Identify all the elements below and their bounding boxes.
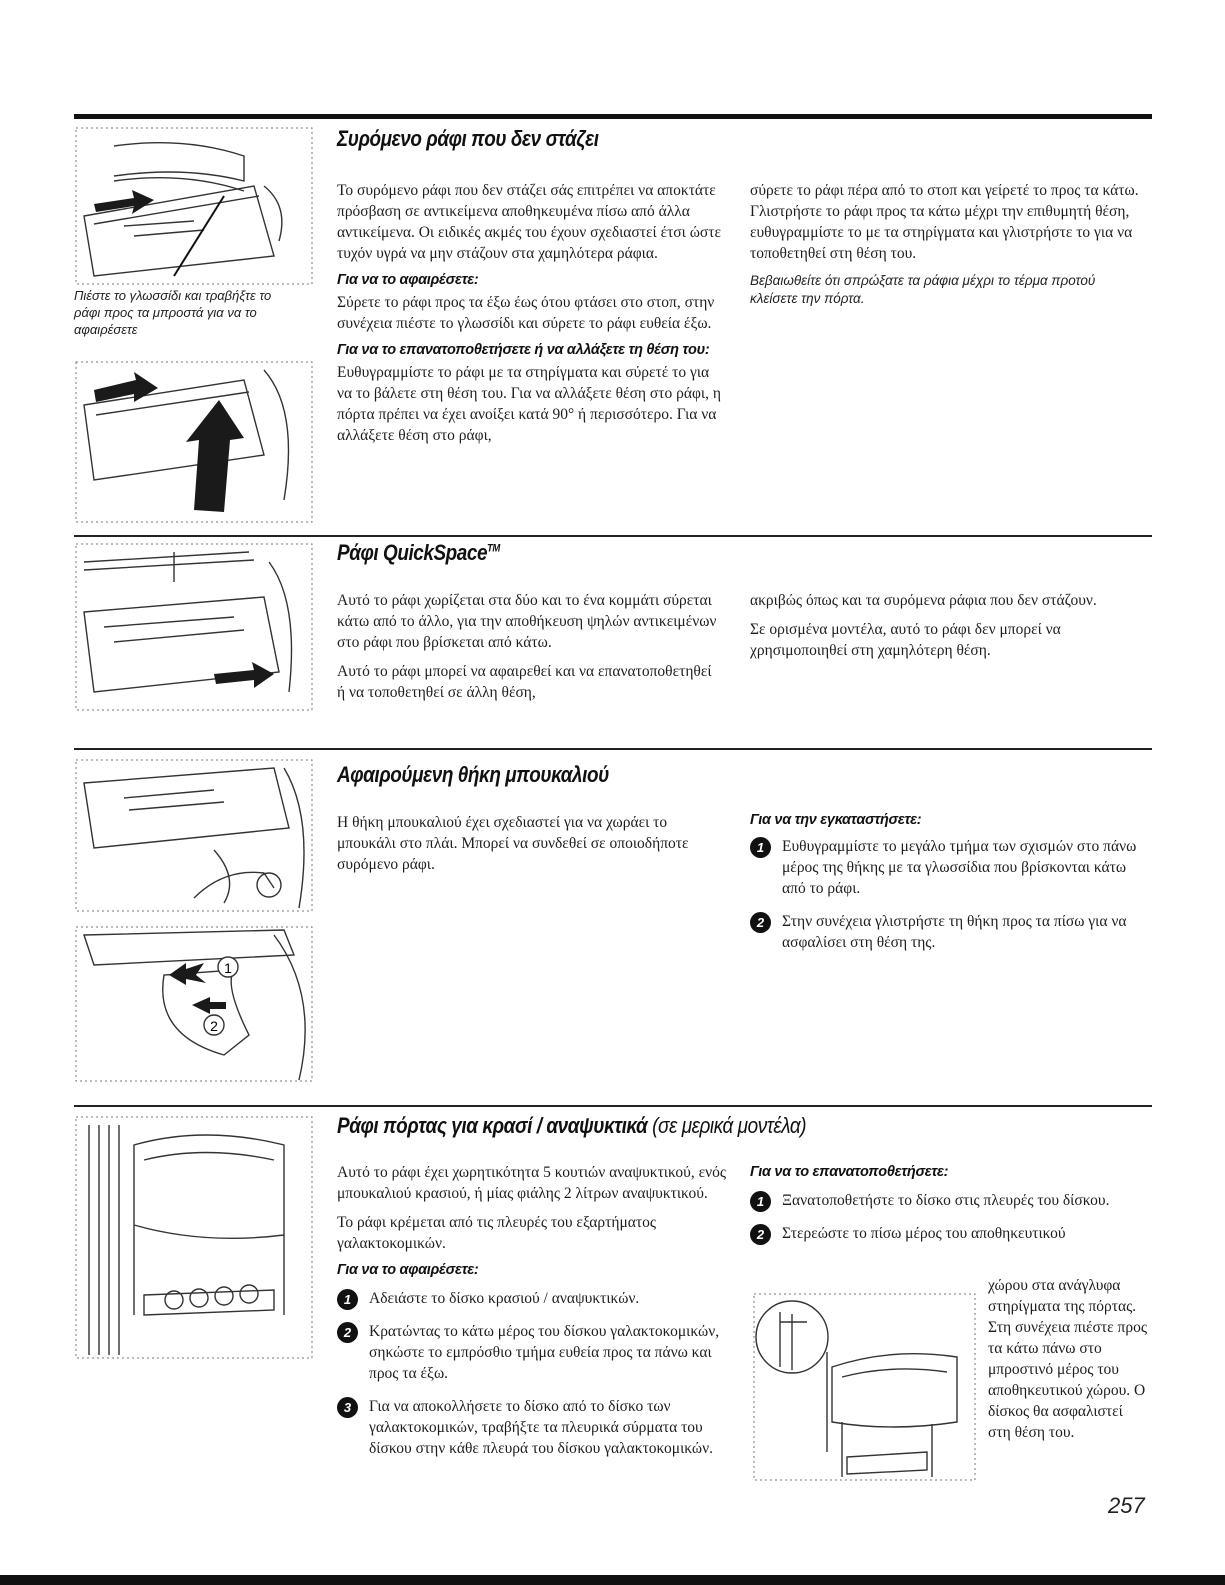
- step-text: Στερεώστε το πίσω μέρος του αποθηκευτικού: [782, 1225, 1066, 1242]
- instruction-step: [750, 911, 1145, 953]
- section-divider: [74, 535, 1152, 537]
- figure-caption: Πιέστε το γλωσσίδι και τραβήξτε το ράφι προς τα μπροστά για να το αφαιρέσετε: [74, 288, 272, 337]
- drip-shelf-pull-illustration: [74, 126, 314, 286]
- step-text: Ευθυγραμμίστε το μεγάλο τμήμα των σχισμών στο πάνω μέρος της θήκης με τα γλωσσίδια που βρίσκονται κάτω από το ράφι.: [782, 838, 1137, 897]
- step-number-badge: 1: [750, 1191, 771, 1212]
- instruction-step: [750, 1190, 1145, 1211]
- section-left-column: [337, 812, 722, 883]
- step-number-badge: 1: [337, 1289, 358, 1310]
- subheading: Για να το αφαιρέσετε:: [337, 1262, 479, 1278]
- instruction-step: [750, 1223, 1145, 1244]
- step-number-badge: 3: [337, 1397, 358, 1418]
- paragraph: Αυτό το ράφι έχει χωρητικότητα 5 κουτιών αναψυκτικού, ενός μπουκαλιού κρασιού, ή μίας φιάλης 2 λίτρων αναψυκτικού.: [337, 1164, 727, 1202]
- callout-label: 2: [210, 1018, 218, 1034]
- top-rule: [74, 114, 1152, 119]
- step-number-badge: 2: [750, 912, 771, 933]
- bottom-edge: [0, 1575, 1225, 1585]
- paragraph: Σε ορισμένα μοντέλα, αυτό το ράφι δεν μπορεί να χρησιμοποιηθεί στη χαμηλότερη θέση.: [750, 621, 1061, 659]
- bottle-holder-illustration: [74, 758, 314, 913]
- paragraph: Αυτό το ράφι χωρίζεται στα δύο και το ένα κομμάτι σύρεται κάτω από το άλλο, για την αποθήκευση ψηλών αντικειμένων στο ράφι που βρίσκεται από κάτω.: [337, 592, 717, 651]
- paragraph: Σύρετε το ράφι προς τα έξω έως ότου φτάσει στο στοπ, στην συνέχεια πιέστε το γλωσσίδι και σύρετε το ράφι ευθεία έξω.: [337, 294, 715, 332]
- instruction-step: [337, 1321, 727, 1384]
- section-title: Ράφι πόρτας για κρασί / αναψυκτικά (σε μερικά μοντέλα): [337, 1113, 807, 1138]
- step-number-badge: 2: [337, 1322, 358, 1343]
- section-divider: [74, 1105, 1152, 1107]
- step-text: Στην συνέχεια γλιστρήστε τη θήκη προς τα πίσω για να ασφαλίσει στη θέση της.: [782, 913, 1127, 951]
- paragraph: ακριβώς όπως και τα συρόμενα ράφια που δεν στάζουν.: [750, 592, 1097, 609]
- step-text: Ξανατοποθετήστε το δίσκο στις πλευρές του δίσκου.: [782, 1192, 1110, 1209]
- page-number: 257: [1108, 1493, 1145, 1518]
- step-number-badge: 2: [750, 1224, 771, 1245]
- subheading: Για να το επανατοποθετήσετε:: [750, 1164, 949, 1180]
- step-text: Κρατώντας το κάτω μέρος του δίσκου γαλακτοκομικών, σηκώστε το εμπρόσθιο τμήμα ευθεία προς τα πάνω και προς τα έξω.: [369, 1323, 720, 1382]
- paragraph: Ευθυγραμμίστε το ράφι με τα στηρίγματα και σύρετέ το για να το βάλετε στη θέση του. Για να αλλάξετε θέση στο ράφι, η πόρτα πρέπει να έχει ανοίξει κατά 90° ή περισσότερο. Για να αλλάξετε θέση στο ράφι,: [337, 364, 721, 444]
- instruction-step: [337, 1288, 727, 1309]
- section-left-column: [337, 1162, 727, 1471]
- instruction-step: [750, 836, 1145, 899]
- subheading: Για να το αφαιρέσετε:: [337, 272, 479, 288]
- drip-shelf-replace-illustration: [74, 360, 314, 525]
- step-text: Αδειάστε το δίσκο κρασιού / αναψυκτικών.: [369, 1290, 640, 1307]
- subheading: Για να την εγκαταστήσετε:: [750, 812, 922, 828]
- paragraph: Η θήκη μπουκαλιού έχει σχεδιαστεί για να χωράει το μπουκάλι στο πλάι. Μπορεί να συνδεθεί σε οποιοδήποτε συρόμενο ράφι.: [337, 814, 689, 873]
- note: Βεβαιωθείτε ότι σπρώξατε τα ράφια μέχρι το τέρμα προτού κλείσετε την πόρτα.: [750, 273, 1096, 306]
- section-title: Αφαιρούμενη θήκη μπουκαλιού: [337, 762, 609, 787]
- section-right-column: [750, 808, 1145, 965]
- quickspace-shelf-illustration: [74, 542, 314, 712]
- paragraph: σύρετε το ράφι πέρα από το στοπ και γείρετέ το προς τα κάτω. Γλιστρήστε το ράφι προς τα κάτω μέχρι την επιθυμητή θέση, ευθυγραμμίστε το με τα στηρίγματα και γλιστρήστε το για να τοποθετηθεί στη θέση του.: [750, 182, 1139, 262]
- bottle-holder-install-illustration: [74, 925, 314, 1083]
- step-text: Για να αποκολλήσετε το δίσκο από το δίσκο των γαλακτοκομικών, τραβήξτε τα πλευρικά σύρματα του δίσκου στην κάθε πλευρά του δίσκου γαλακτοκομικών.: [369, 1398, 714, 1457]
- subheading: Για να το επανατοποθετήσετε ή να αλλάξετε τη θέση του:: [337, 342, 710, 358]
- section-right-column: [750, 180, 1145, 308]
- section-title: Ράφι QuickSpace™: [337, 540, 500, 565]
- section-right-column: [750, 1160, 1145, 1244]
- paragraph: Το συρόμενο ράφι που δεν στάζει σάς επιτρέπει να αποκτάτε πρόσβαση σε αντικείμενα αποθηκευμένα πίσω από άλλα αντικείμενα. Οι ειδικές ακμές του έχουν σχεδιαστεί έτσι ώστε τυχόν υγρά να μην στάζουν στα χαμηλότερα ράφια.: [337, 182, 721, 262]
- callout-label: 1: [224, 960, 232, 976]
- step-text-continued: χώρου στα ανάγλυφα στηρίγματα της πόρτας. Στη συνέχεια πιέστε προς τα κάτω πάνω στο μπροστινό μέρος του αποθηκευτικού χώρου. Ο δίσκος θα ασφαλιστεί στη θέση του.: [988, 1277, 1147, 1441]
- step-number-badge: 1: [750, 837, 771, 858]
- door-shelf-install-illustration: [752, 1292, 977, 1482]
- section-left-column: [337, 180, 722, 454]
- instruction-step: [337, 1396, 727, 1459]
- paragraph: Το ράφι κρέμεται από τις πλευρές του εξαρτήματος γαλακτοκομικών.: [337, 1214, 657, 1252]
- section-left-column: [337, 590, 722, 711]
- door-wine-shelf-illustration: [74, 1115, 314, 1360]
- section-divider: [74, 748, 1152, 750]
- section-title: Συρόμενο ράφι που δεν στάζει: [337, 126, 599, 151]
- paragraph: Αυτό το ράφι μπορεί να αφαιρεθεί και να επανατοποθετηθεί ή να τοποθετηθεί σε άλλη θέση,: [337, 663, 712, 701]
- section-right-column: [750, 590, 1145, 669]
